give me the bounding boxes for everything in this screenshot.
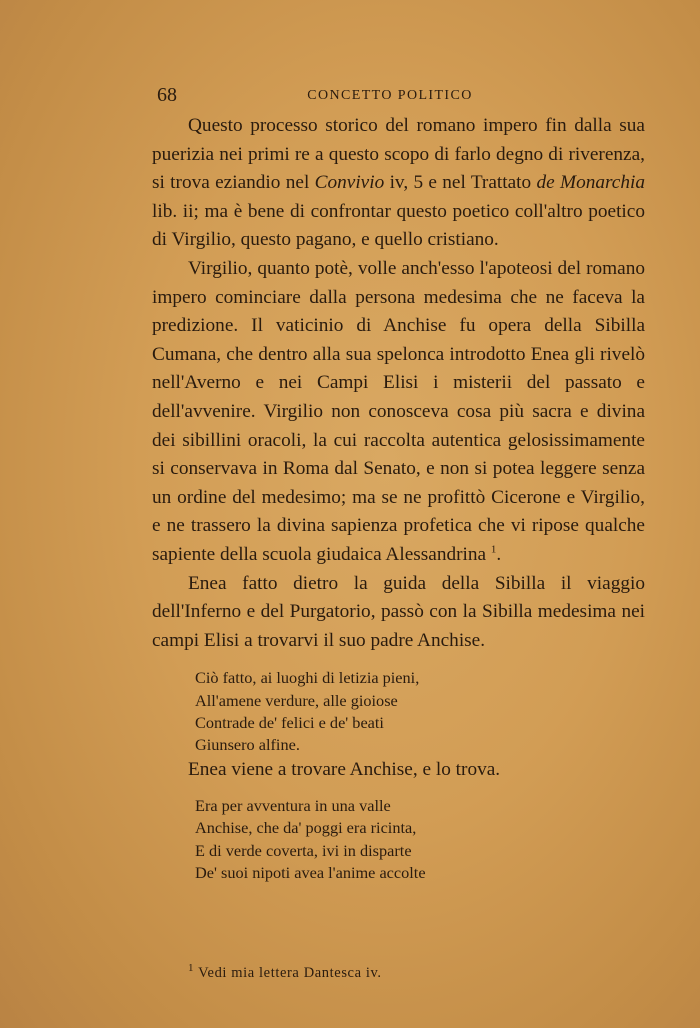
verse-block-1: [195, 667, 645, 756]
paragraph-1-italic-monarchia: de Monarchia: [536, 172, 645, 194]
verse-line: E di verde coverta, ivi in disparte: [195, 840, 412, 860]
running-title: CONCETTO POLITICO: [307, 88, 473, 103]
verse-line: De' suoi nipoti avea l'anime accolte: [195, 862, 426, 882]
verse-line: Ciò fatto, ai luoghi di letizia pieni,: [195, 668, 420, 688]
page-body: [152, 112, 645, 884]
verse-line: Giunsero alfine.: [195, 735, 300, 755]
paragraph-2: Virgilio, quanto potè, volle anch'esso l'apoteosi del romano impero cominciare dalla persona medesima che ne faceva la predizione. Il vaticinio di Anchise fu opera della Sibilla Cumana, che dentro alla sua spelonca introdotto Enea gli rivelò nell'Averno e nei Campi Elisi i misterii del passato e dell'avvenire. Virgilio non conosceva cosa più sacra e divina dei sibillini oracoli, la cui raccolta autentica gelosissimamente si conservava in Roma dal Senato, e non si potea leggere senza un ordine del medesimo; ma se ne profittò Cicerone e Virgilio, e ne trassero la divina sapienza profetica che vi ripose qualche sapiente della scuola giudaica Alessandrina $^1$.: [152, 257, 645, 565]
page-number: 68: [157, 84, 177, 106]
footnote-mark: 1: [188, 962, 195, 975]
paragraph-1-text-a: Questo processo storico del romano impero fin dalla sua puerizia nei primi re a questo scopo di farlo degno di riverenza, si trova eziandio nel: [152, 115, 645, 194]
verse-line: Contrade de' felici e de' beati: [195, 712, 384, 732]
verse-line: All'amene verdure, alle gioiose: [195, 690, 398, 710]
footnote: [188, 962, 382, 982]
page-header: [0, 84, 700, 108]
paragraph-1-italic-convivio: Convivio: [314, 172, 385, 194]
paragraph-3-text: Enea fatto dietro la guida della Sibilla il viaggio dell'Inferno e del Purgatorio, passò con la Sibilla medesima nei campi Elisi a trovarvi il suo padre Anchise.: [152, 572, 645, 651]
verse-line: Era per avventura in una valle: [195, 796, 391, 816]
paragraph-1: [152, 112, 645, 255]
paragraph-1-text-c: lib. ii; ma è bene di confrontar questo poetico coll'altro poetico di Virgilio, questo pagano, e quello cristiano.: [152, 200, 645, 251]
verse-line: Anchise, che da' poggi era ricinta,: [195, 818, 417, 838]
paragraph-4-text: Enea viene a trovare Anchise, e lo trova.: [188, 759, 501, 781]
verse-block-2: [195, 795, 645, 884]
footnote-text: Vedi mia lettera Dantesca iv.: [198, 965, 382, 981]
paragraph-3: [152, 570, 645, 656]
paragraph-2-text: Virgilio, quanto potè, volle anch'esso l'apoteosi del romano impero cominciare dalla persona medesima che ne faceva la predizione. Il vaticinio di Anchise fu opera della Sibilla Cumana, che dentro alla sua spelonca introdotto Enea gli rivelò nell'Averno e nei Campi Elisi i misterii del passato e dell'avvenire. Virgilio non conosceva cosa più sacra e divina dei sibillini oracoli, la cui raccolta autentica gelosissimamente si conservava in Roma dal Senato, e non si potea leggere senza un ordine del medesimo; ma se ne profittò Cicerone e Virgilio, e ne trassero la divina sapienza profetica che vi ripose qualche sapiente della scuola giudaica Alessandrina: [152, 257, 645, 565]
paragraph-4: [152, 756, 645, 785]
footnote-reference: 1: [490, 543, 497, 556]
paragraph-1-text-b: iv, 5 e nel Trattato: [384, 172, 537, 194]
